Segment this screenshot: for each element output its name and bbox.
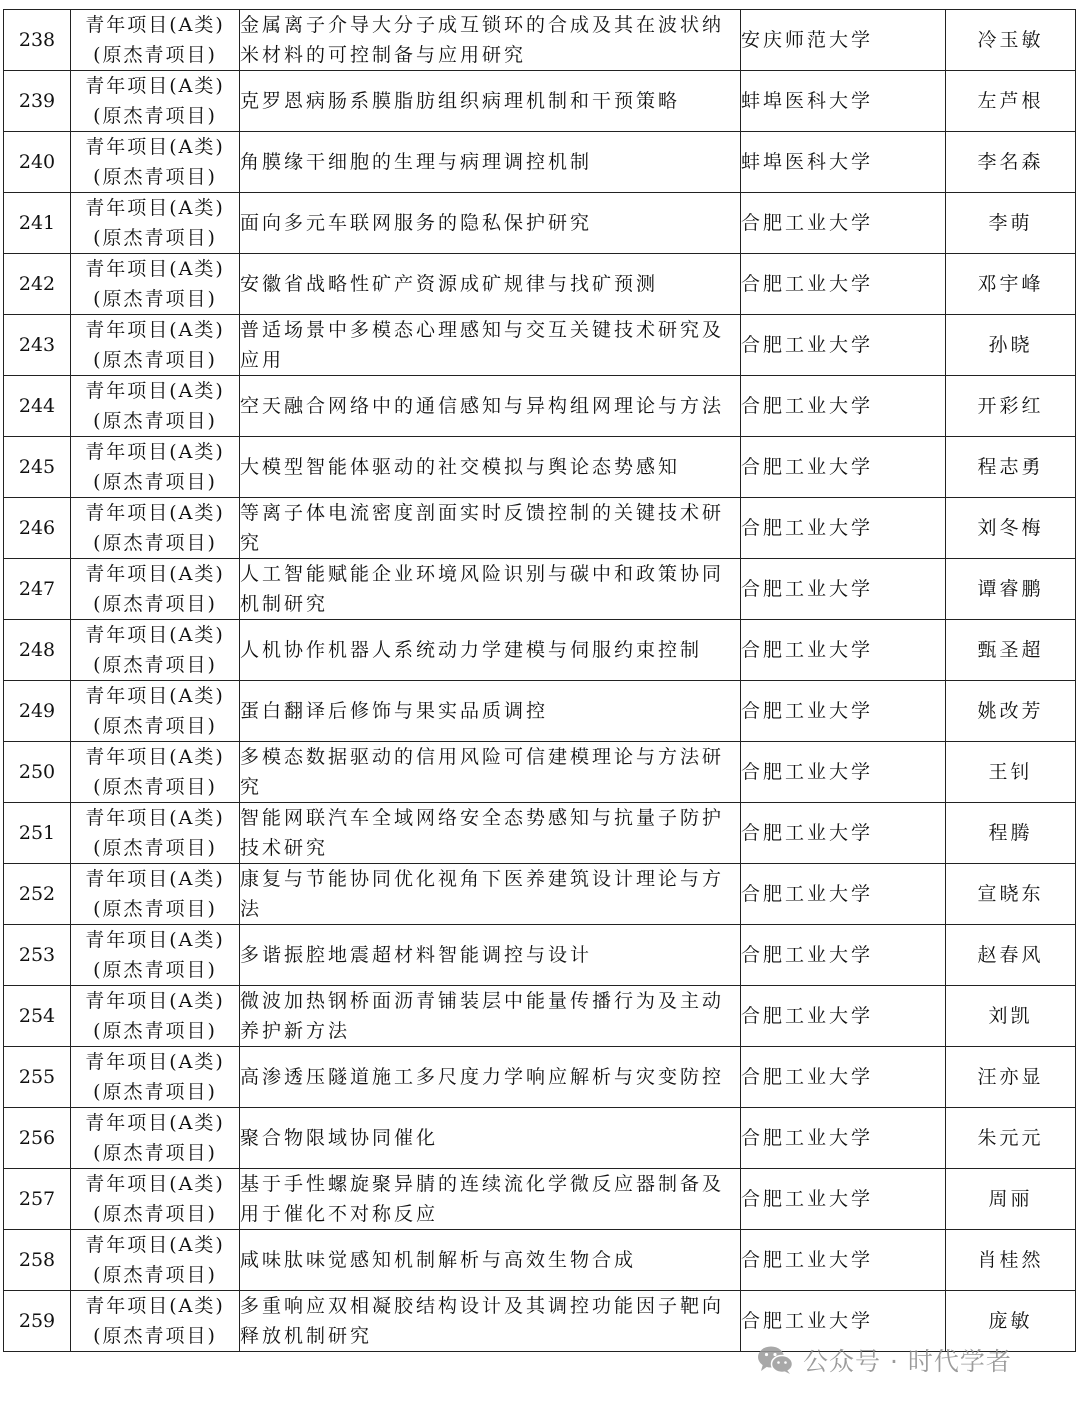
category-line-2: (原杰青项目) (93, 532, 217, 554)
principal-investigator: 姚改芳 (946, 681, 1076, 742)
category-line-2: (原杰青项目) (93, 898, 217, 920)
table-row (4, 559, 1076, 620)
institution: 合肥工业大学 (741, 1291, 946, 1352)
project-category (71, 1169, 240, 1230)
category-line-2: (原杰青项目) (93, 715, 217, 737)
project-category (71, 986, 240, 1047)
category-line-1: 青年项目(A类) (85, 380, 225, 402)
project-title: 微波加热钢桥面沥青铺装层中能量传播行为及主动养护新方法 (240, 986, 741, 1047)
category-line-1: 青年项目(A类) (85, 624, 225, 646)
category-line-1: 青年项目(A类) (85, 868, 225, 890)
principal-investigator: 开彩红 (946, 376, 1076, 437)
category-line-1: 青年项目(A类) (85, 14, 225, 36)
project-title: 空天融合网络中的通信感知与异构组网理论与方法 (240, 376, 741, 437)
project-category (71, 681, 240, 742)
project-title: 多模态数据驱动的信用风险可信建模理论与方法研究 (240, 742, 741, 803)
project-title: 克罗恩病肠系膜脂肪组织病理机制和干预策略 (240, 71, 741, 132)
category-line-2: (原杰青项目) (93, 410, 217, 432)
institution: 合肥工业大学 (741, 376, 946, 437)
category-line-1: 青年项目(A类) (85, 807, 225, 829)
project-table (3, 9, 1076, 1352)
project-category (71, 1230, 240, 1291)
category-line-1: 青年项目(A类) (85, 197, 225, 219)
category-line-2: (原杰青项目) (93, 349, 217, 371)
principal-investigator: 周丽 (946, 1169, 1076, 1230)
project-category (71, 376, 240, 437)
watermark-text: 公众号 · 时代学者 (803, 1347, 1012, 1376)
project-title: 普适场景中多模态心理感知与交互关键技术研究及应用 (240, 315, 741, 376)
project-title: 大模型智能体驱动的社交模拟与舆论态势感知 (240, 437, 741, 498)
row-number: 257 (4, 1169, 71, 1230)
row-number: 254 (4, 986, 71, 1047)
table-row (4, 620, 1076, 681)
row-number: 238 (4, 10, 71, 71)
row-number: 259 (4, 1291, 71, 1352)
principal-investigator: 李名森 (946, 132, 1076, 193)
row-number: 242 (4, 254, 71, 315)
institution: 合肥工业大学 (741, 315, 946, 376)
table-row (4, 742, 1076, 803)
table-row (4, 10, 1076, 71)
institution: 合肥工业大学 (741, 498, 946, 559)
project-category (71, 498, 240, 559)
category-line-2: (原杰青项目) (93, 1203, 217, 1225)
category-line-1: 青年项目(A类) (85, 441, 225, 463)
principal-investigator: 甄圣超 (946, 620, 1076, 681)
row-number: 256 (4, 1108, 71, 1169)
principal-investigator: 朱元元 (946, 1108, 1076, 1169)
table-row (4, 437, 1076, 498)
project-category (71, 71, 240, 132)
row-number: 252 (4, 864, 71, 925)
project-title: 咸味肽味觉感知机制解析与高效生物合成 (240, 1230, 741, 1291)
project-category (71, 559, 240, 620)
project-category (71, 803, 240, 864)
principal-investigator: 汪亦显 (946, 1047, 1076, 1108)
institution: 合肥工业大学 (741, 1047, 946, 1108)
table-row (4, 498, 1076, 559)
project-title: 人机协作机器人系统动力学建模与伺服约束控制 (240, 620, 741, 681)
project-category (71, 132, 240, 193)
principal-investigator: 程腾 (946, 803, 1076, 864)
principal-investigator: 谭睿鹏 (946, 559, 1076, 620)
principal-investigator: 赵春风 (946, 925, 1076, 986)
project-title: 高渗透压隧道施工多尺度力学响应解析与灾变防控 (240, 1047, 741, 1108)
institution: 合肥工业大学 (741, 437, 946, 498)
principal-investigator: 李萌 (946, 193, 1076, 254)
project-title: 等离子体电流密度剖面实时反馈控制的关键技术研究 (240, 498, 741, 559)
institution: 蚌埠医科大学 (741, 71, 946, 132)
table-row (4, 193, 1076, 254)
institution: 合肥工业大学 (741, 803, 946, 864)
row-number: 249 (4, 681, 71, 742)
table-row (4, 376, 1076, 437)
table-row (4, 925, 1076, 986)
category-line-2: (原杰青项目) (93, 593, 217, 615)
row-number: 245 (4, 437, 71, 498)
row-number: 255 (4, 1047, 71, 1108)
institution: 合肥工业大学 (741, 1230, 946, 1291)
category-line-1: 青年项目(A类) (85, 746, 225, 768)
row-number: 247 (4, 559, 71, 620)
table-row (4, 1230, 1076, 1291)
project-category (71, 1047, 240, 1108)
institution: 合肥工业大学 (741, 986, 946, 1047)
project-title: 人工智能赋能企业环境风险识别与碳中和政策协同机制研究 (240, 559, 741, 620)
row-number: 250 (4, 742, 71, 803)
category-line-2: (原杰青项目) (93, 1325, 217, 1347)
table-row (4, 132, 1076, 193)
row-number: 251 (4, 803, 71, 864)
project-category (71, 864, 240, 925)
category-line-1: 青年项目(A类) (85, 929, 225, 951)
institution: 安庆师范大学 (741, 10, 946, 71)
category-line-2: (原杰青项目) (93, 1020, 217, 1042)
project-category (71, 254, 240, 315)
principal-investigator: 庞敏 (946, 1291, 1076, 1352)
project-title: 金属离子介导大分子成互锁环的合成及其在波状纳米材料的可控制备与应用研究 (240, 10, 741, 71)
institution: 合肥工业大学 (741, 1169, 946, 1230)
institution: 合肥工业大学 (741, 193, 946, 254)
category-line-2: (原杰青项目) (93, 166, 217, 188)
category-line-1: 青年项目(A类) (85, 258, 225, 280)
table-row (4, 71, 1076, 132)
watermark (757, 1342, 1012, 1378)
principal-investigator: 刘冬梅 (946, 498, 1076, 559)
category-line-1: 青年项目(A类) (85, 1234, 225, 1256)
category-line-1: 青年项目(A类) (85, 136, 225, 158)
category-line-2: (原杰青项目) (93, 1264, 217, 1286)
project-title: 智能网联汽车全域网络安全态势感知与抗量子防护技术研究 (240, 803, 741, 864)
project-title: 蛋白翻译后修饰与果实品质调控 (240, 681, 741, 742)
table-row (4, 803, 1076, 864)
row-number: 243 (4, 315, 71, 376)
row-number: 241 (4, 193, 71, 254)
table-row (4, 1047, 1076, 1108)
institution: 合肥工业大学 (741, 254, 946, 315)
project-title: 安徽省战略性矿产资源成矿规律与找矿预测 (240, 254, 741, 315)
institution: 蚌埠医科大学 (741, 132, 946, 193)
category-line-2: (原杰青项目) (93, 959, 217, 981)
project-category (71, 620, 240, 681)
row-number: 244 (4, 376, 71, 437)
table-row (4, 681, 1076, 742)
category-line-1: 青年项目(A类) (85, 1112, 225, 1134)
principal-investigator: 左芦根 (946, 71, 1076, 132)
table-row (4, 1169, 1076, 1230)
principal-investigator: 程志勇 (946, 437, 1076, 498)
principal-investigator: 刘凯 (946, 986, 1076, 1047)
category-line-2: (原杰青项目) (93, 471, 217, 493)
category-line-2: (原杰青项目) (93, 105, 217, 127)
institution: 合肥工业大学 (741, 559, 946, 620)
table-row (4, 864, 1076, 925)
principal-investigator: 邓宇峰 (946, 254, 1076, 315)
principal-investigator: 冷玉敏 (946, 10, 1076, 71)
wechat-icon (757, 1345, 793, 1375)
table-row (4, 1108, 1076, 1169)
category-line-1: 青年项目(A类) (85, 319, 225, 341)
row-number: 258 (4, 1230, 71, 1291)
category-line-1: 青年项目(A类) (85, 990, 225, 1012)
row-number: 253 (4, 925, 71, 986)
institution: 合肥工业大学 (741, 742, 946, 803)
principal-investigator: 孙晓 (946, 315, 1076, 376)
category-line-2: (原杰青项目) (93, 654, 217, 676)
project-category (71, 925, 240, 986)
row-number: 248 (4, 620, 71, 681)
principal-investigator: 宣晓东 (946, 864, 1076, 925)
row-number: 246 (4, 498, 71, 559)
institution: 合肥工业大学 (741, 620, 946, 681)
institution: 合肥工业大学 (741, 681, 946, 742)
category-line-2: (原杰青项目) (93, 288, 217, 310)
row-number: 239 (4, 71, 71, 132)
category-line-1: 青年项目(A类) (85, 1295, 225, 1317)
project-title: 面向多元车联网服务的隐私保护研究 (240, 193, 741, 254)
category-line-2: (原杰青项目) (93, 776, 217, 798)
category-line-1: 青年项目(A类) (85, 75, 225, 97)
project-title: 多重响应双相凝胶结构设计及其调控功能因子靶向释放机制研究 (240, 1291, 741, 1352)
project-category (71, 1291, 240, 1352)
institution: 合肥工业大学 (741, 1108, 946, 1169)
category-line-2: (原杰青项目) (93, 837, 217, 859)
table-row (4, 986, 1076, 1047)
project-table-body (4, 10, 1076, 1352)
project-title: 多谐振腔地震超材料智能调控与设计 (240, 925, 741, 986)
project-category (71, 437, 240, 498)
project-category (71, 10, 240, 71)
institution: 合肥工业大学 (741, 925, 946, 986)
project-category (71, 315, 240, 376)
principal-investigator: 王钊 (946, 742, 1076, 803)
principal-investigator: 肖桂然 (946, 1230, 1076, 1291)
category-line-1: 青年项目(A类) (85, 1173, 225, 1195)
category-line-2: (原杰青项目) (93, 1142, 217, 1164)
project-category (71, 742, 240, 803)
category-line-1: 青年项目(A类) (85, 563, 225, 585)
project-title: 康复与节能协同优化视角下医养建筑设计理论与方法 (240, 864, 741, 925)
project-category (71, 1108, 240, 1169)
project-category (71, 193, 240, 254)
table-row (4, 254, 1076, 315)
row-number: 240 (4, 132, 71, 193)
table-row (4, 315, 1076, 376)
category-line-2: (原杰青项目) (93, 1081, 217, 1103)
category-line-1: 青年项目(A类) (85, 1051, 225, 1073)
category-line-1: 青年项目(A类) (85, 502, 225, 524)
institution: 合肥工业大学 (741, 864, 946, 925)
category-line-2: (原杰青项目) (93, 227, 217, 249)
category-line-1: 青年项目(A类) (85, 685, 225, 707)
project-title: 聚合物限域协同催化 (240, 1108, 741, 1169)
project-title: 角膜缘干细胞的生理与病理调控机制 (240, 132, 741, 193)
category-line-2: (原杰青项目) (93, 44, 217, 66)
project-title: 基于手性螺旋聚异腈的连续流化学微反应器制备及用于催化不对称反应 (240, 1169, 741, 1230)
